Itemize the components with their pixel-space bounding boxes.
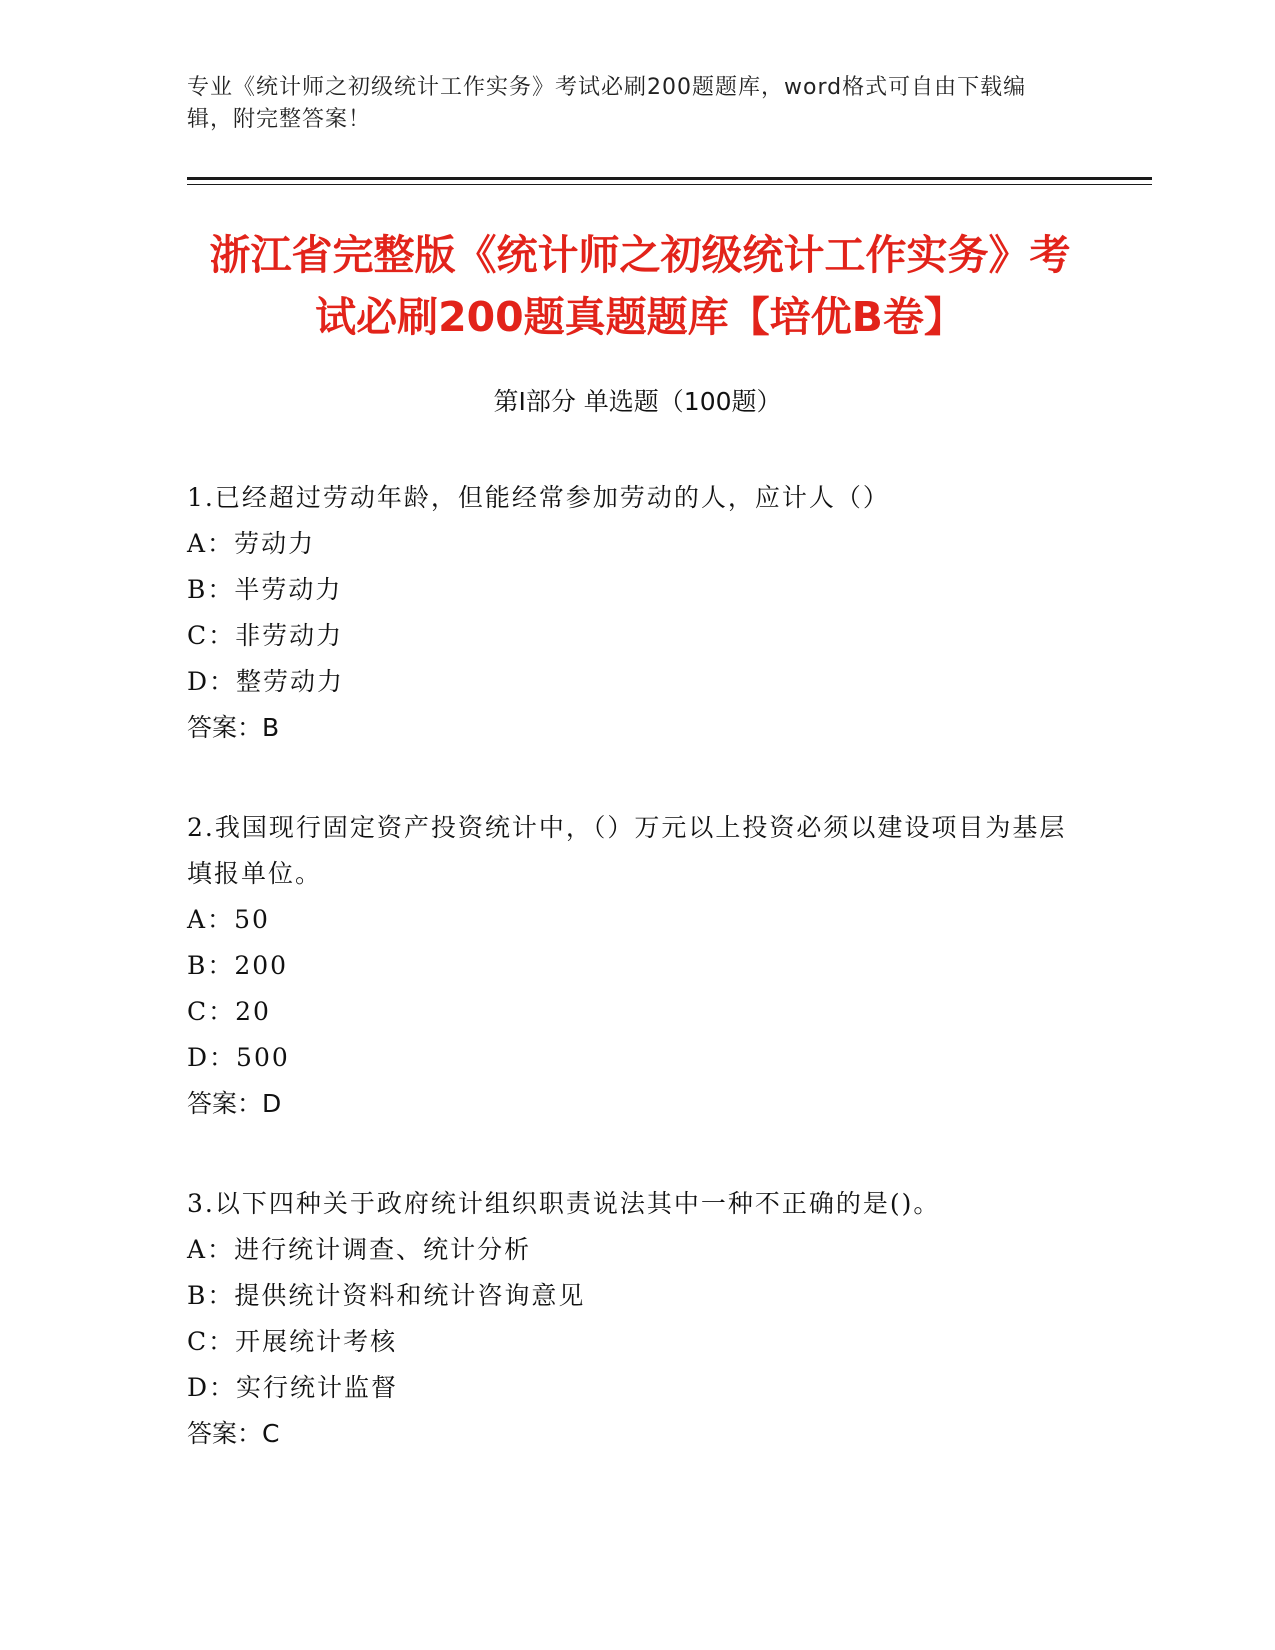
option-letter: B： <box>187 575 235 604</box>
option-letter: A： <box>187 1235 235 1264</box>
option-text: 开展统计考核 <box>235 1327 398 1356</box>
option-letter: D： <box>187 1043 237 1072</box>
option-letter: D： <box>187 1373 237 1402</box>
option-d <box>187 1365 1067 1411</box>
option-text: 提供统计资料和统计咨询意见 <box>234 1281 586 1310</box>
option-letter: A： <box>187 905 235 934</box>
header-divider-thin <box>187 184 1152 185</box>
section-heading: 第I部分 单选题（100题） <box>493 387 782 416</box>
option-letter: A： <box>187 529 235 558</box>
question-stem: 2.我国现行固定资产投资统计中，（）万元以上投资必须以建设项目为基层填报单位。 <box>187 813 1067 888</box>
option-letter: D： <box>187 667 237 696</box>
option-text: 20 <box>235 997 271 1026</box>
header-note: 专业《统计师之初级统计工作实务》考试必刷200题题库，word格式可自由下载编辑，附完整答案！ <box>187 75 1027 132</box>
question-2 <box>187 805 1067 1127</box>
option-letter: C： <box>187 1327 236 1356</box>
option-b <box>187 567 1067 613</box>
option-text: 200 <box>234 951 289 980</box>
question-stem: 1.已经超过劳动年龄，但能经常参加劳动的人，应计人（） <box>187 483 890 512</box>
option-c <box>187 989 1067 1035</box>
option-d <box>187 1035 1067 1081</box>
question-1 <box>187 475 1067 751</box>
option-a <box>187 521 1067 567</box>
answer-line: 答案：C <box>187 1419 280 1448</box>
option-text: 500 <box>236 1043 290 1072</box>
question-stem: 3.以下四种关于政府统计组织职责说法其中一种不正确的是()。 <box>187 1189 941 1218</box>
question-list <box>187 475 1067 1511</box>
option-b <box>187 1273 1067 1319</box>
option-text: 非劳动力 <box>235 621 344 650</box>
option-letter: B： <box>187 1281 235 1310</box>
option-letter: C： <box>187 621 236 650</box>
option-text: 半劳动力 <box>234 575 343 604</box>
answer-line: 答案：B <box>187 713 280 742</box>
option-text: 劳动力 <box>234 529 316 558</box>
option-letter: C： <box>187 997 236 1026</box>
option-text: 实行统计监督 <box>236 1373 399 1402</box>
option-a <box>187 897 1067 943</box>
answer-line: 答案：D <box>187 1089 282 1118</box>
option-text: 进行统计调查、统计分析 <box>234 1235 532 1264</box>
question-3 <box>187 1181 1067 1457</box>
document-title: 浙江省完整版《统计师之初级统计工作实务》考试必刷200题真题题库【培优B卷】 <box>209 231 1071 341</box>
option-c <box>187 1319 1067 1365</box>
option-b <box>187 943 1067 989</box>
option-d <box>187 659 1067 705</box>
option-text: 整劳动力 <box>236 667 345 696</box>
header-divider-thick <box>187 177 1152 180</box>
option-letter: B： <box>187 951 235 980</box>
option-c <box>187 613 1067 659</box>
option-text: 50 <box>234 905 270 934</box>
option-a <box>187 1227 1067 1273</box>
